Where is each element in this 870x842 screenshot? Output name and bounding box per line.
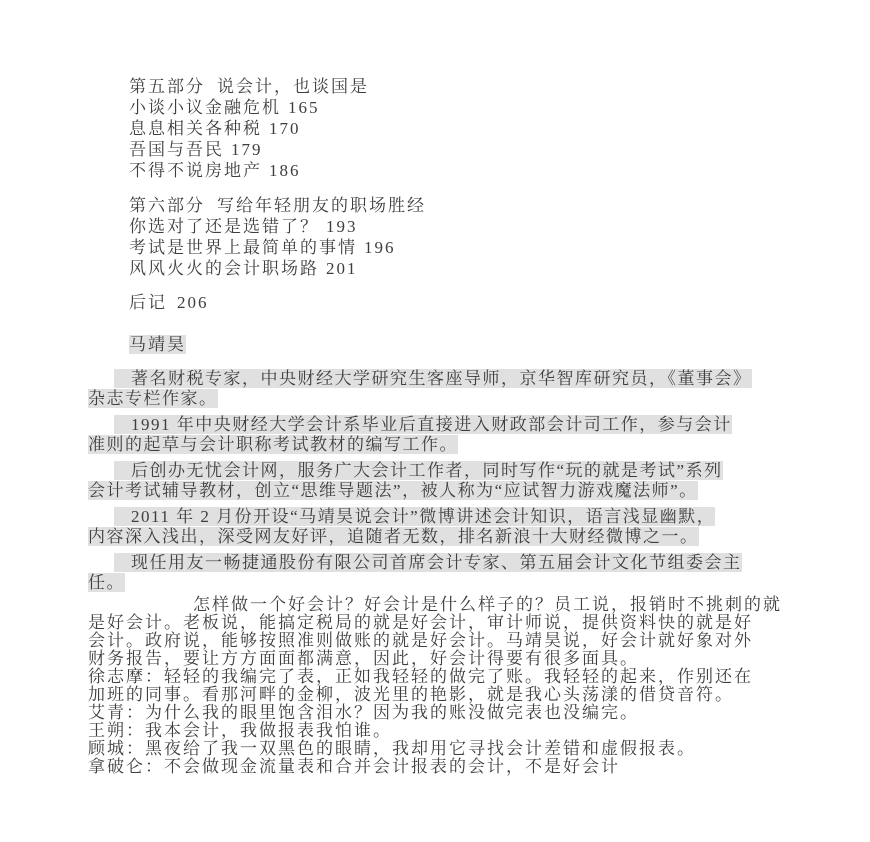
bio-line-text: 后创办无忧会计网，服务广大会计工作者，同时写作“玩的就是考试”系列 bbox=[114, 461, 723, 480]
toc-item-page: 196 bbox=[364, 238, 396, 257]
bio-line bbox=[88, 553, 808, 573]
bio-line-text: 会计考试辅导教材，创立“思维导题法”，被人称为“应试智力游戏魔法师”。 bbox=[88, 481, 698, 500]
toc-part6 bbox=[88, 195, 808, 279]
bio-line bbox=[88, 415, 808, 435]
bio-line-text: 著名财税专家，中央财经大学研究生客座导师，京华智库研究员，《董事会》 bbox=[114, 369, 752, 388]
quote-line: 加班的同事。看那河畔的金柳，波光里的艳影，就是我心头荡漾的借贷音符。 bbox=[88, 685, 734, 704]
toc-part6-title bbox=[88, 195, 808, 216]
toc-item-label: 你选对了还是选错了？ bbox=[129, 217, 319, 236]
bio-paragraph bbox=[88, 507, 808, 547]
toc-item-page: 165 bbox=[288, 98, 320, 117]
quote-line: 艾青：为什么我的眼里饱含泪水？因为我的账没做完表也没编完。 bbox=[88, 703, 639, 722]
bio-line-text: 杂志专栏作家。 bbox=[88, 389, 218, 408]
toc-item-page: 201 bbox=[326, 259, 358, 278]
intro-line: 会计。政府说，能够按照准则做账的就是好会计。马靖昊说，好会计就好象对外 bbox=[88, 631, 753, 650]
bio-paragraph bbox=[88, 415, 808, 455]
toc-part5 bbox=[88, 76, 808, 181]
toc-item bbox=[88, 258, 808, 279]
bio-line bbox=[88, 389, 808, 409]
toc-item-page: 186 bbox=[269, 161, 301, 180]
bio-paragraph bbox=[88, 369, 808, 409]
bio-line-text: 准则的起草与会计职称考试教材的编写工作。 bbox=[88, 435, 458, 454]
quote-line: 拿破仑：不会做现金流量表和合并会计报表的会计，不是好会计 bbox=[88, 757, 620, 776]
bio-line bbox=[88, 481, 808, 501]
bio-line-text: 2011 年 2 月份开设“马靖昊说会计”微博讲述会计知识，语言浅显幽默， bbox=[114, 507, 715, 526]
author-bio bbox=[88, 369, 808, 593]
intro-line: 怎样做一个好会计？好会计是什么样子的？员工说，报销时不挑刺的就 bbox=[193, 595, 782, 614]
bio-line-text: 内容深入浅出，深受网友好评，追随者无数，排名新浪十大财经微博之一。 bbox=[88, 527, 699, 546]
toc-part-title-text: 说会计，也谈国是 bbox=[217, 77, 369, 96]
toc-item-label: 不得不说房地产 bbox=[129, 161, 262, 180]
quote-line: 徐志摩：轻轻的我编完了表，正如我轻轻的做完了账。我轻轻的起来，作别还在 bbox=[88, 667, 753, 686]
toc-item bbox=[88, 97, 808, 118]
toc-item bbox=[88, 118, 808, 139]
toc-item-label: 吾国与吾民 bbox=[129, 140, 224, 159]
intro-line: 财务报告，要让方方面面都满意，因此，好会计得要有很多面具。 bbox=[88, 649, 639, 668]
toc-item-page: 193 bbox=[326, 217, 358, 236]
intro-paragraph bbox=[88, 596, 808, 668]
toc-item-page: 179 bbox=[231, 140, 263, 159]
bio-line bbox=[88, 573, 808, 593]
toc-item-page: 170 bbox=[269, 119, 301, 138]
bio-line-text: 1991 年中央财经大学会计系毕业后直接进入财政部会计司工作，参与会计 bbox=[114, 415, 732, 434]
bio-line bbox=[88, 369, 808, 389]
toc-part-title-text: 写给年轻朋友的职场胜经 bbox=[217, 196, 426, 215]
author-name: 马靖昊 bbox=[129, 335, 186, 354]
bio-line bbox=[88, 527, 808, 547]
toc-part-label: 第五部分 bbox=[129, 77, 205, 96]
bio-line bbox=[88, 461, 808, 481]
quote-line: 顾城：黑夜给了我一双黑色的眼睛，我却用它寻找会计差错和虚假报表。 bbox=[88, 739, 696, 758]
document-page bbox=[88, 76, 808, 776]
bio-line bbox=[88, 507, 808, 527]
toc-item-label: 小谈小议金融危机 bbox=[129, 98, 281, 117]
toc-item bbox=[88, 237, 808, 258]
toc-item bbox=[88, 160, 808, 181]
intro-line: 是好会计。老板说，能搞定税局的就是好会计，审计师说，提供资料快的就是好 bbox=[88, 613, 753, 632]
toc-item-label: 考试是世界上最简单的事情 bbox=[129, 238, 357, 257]
toc-item-label: 风风火火的会计职场路 bbox=[129, 259, 319, 278]
bio-line-text: 任。 bbox=[88, 573, 125, 592]
toc-item bbox=[88, 216, 808, 237]
bio-paragraph bbox=[88, 461, 808, 501]
afterword-page: 206 bbox=[177, 293, 209, 312]
bio-paragraph bbox=[88, 553, 808, 593]
toc-item bbox=[88, 139, 808, 160]
author-name-line bbox=[88, 335, 808, 355]
toc-item-label: 息息相关各种税 bbox=[129, 119, 262, 138]
bio-line-text: 现任用友一畅捷通股份有限公司首席会计专家、第五届会计文化节组委会主 bbox=[114, 553, 742, 572]
bio-line bbox=[88, 435, 808, 455]
toc-part5-title bbox=[88, 76, 808, 97]
toc-part-label: 第六部分 bbox=[129, 196, 205, 215]
afterword-line bbox=[88, 292, 808, 313]
quotes-section bbox=[88, 668, 808, 776]
quote-line: 王朔：我本会计，我做报表我怕谁。 bbox=[88, 721, 392, 740]
afterword-label: 后记 bbox=[129, 293, 167, 312]
